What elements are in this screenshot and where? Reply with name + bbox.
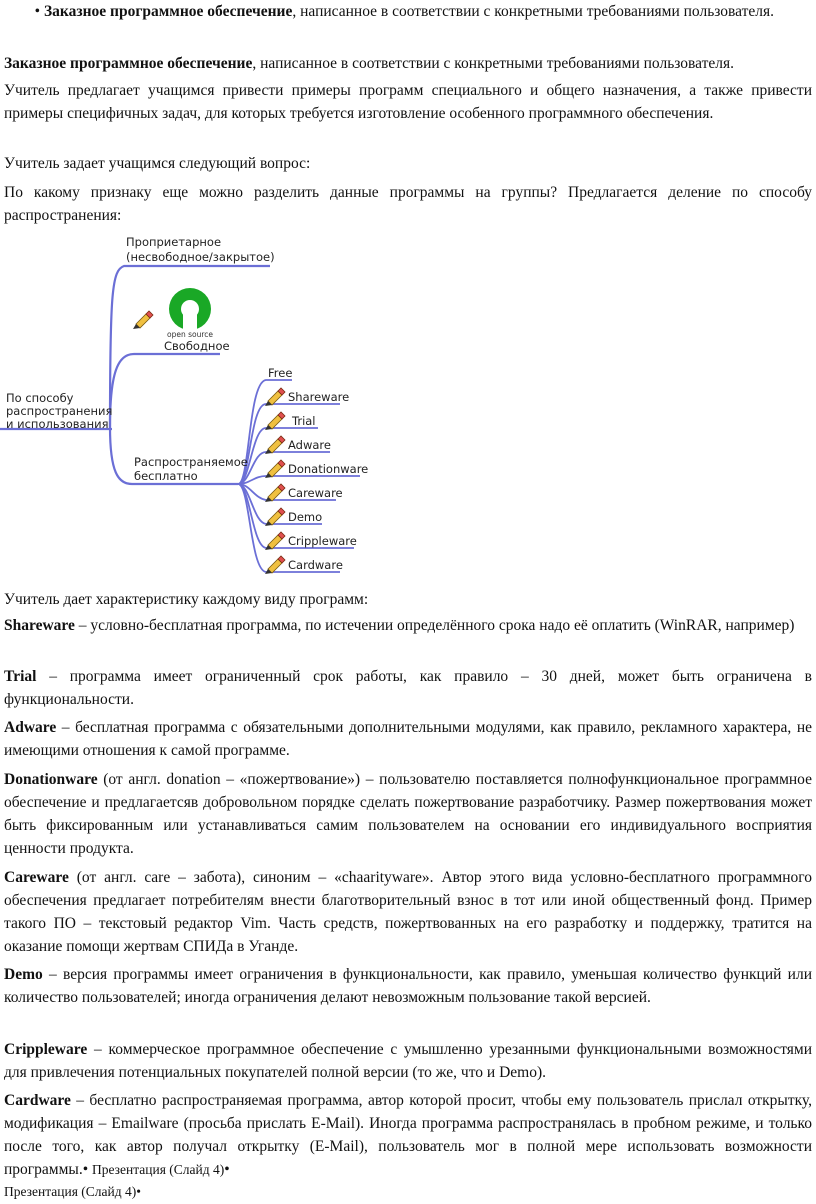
bullet-icon: • [34,3,40,20]
intro-term-2: Заказное программное обеспечение [4,55,253,72]
distributed-line-2: бесплатно [134,469,198,483]
paragraph-examples: Учитель предлагает учащимся привести примеры программ специального и общего назначения, а также привести примеры специфичных задач, для которых требуется изготовление особенного программного обеспечения. [4,82,812,122]
branch-free [110,354,220,427]
definition-text: – условно-бесплатная программа, по истечении определённого срока надо её оплатить (WinRAR, например) [74,617,795,634]
definition-trial [4,665,812,711]
proprietary-line-1: Проприетарное [126,235,222,249]
leaf-cardware: Cardware [288,558,343,572]
term-demo: Demo [4,966,43,983]
intro-text-2: , написанное в соответствии с конкретными требованиями пользователя. [252,55,735,72]
definition-donationware [4,768,812,860]
definition-cardware [4,1089,812,1181]
leaf-adware: Adware [288,438,331,452]
definition-text: (от англ. care – забота), синоним – «chaarityware». Автор этого вида условно-бесплатного программного обеспечения предлагает потребителям внести благотворительный взнос в тот или иной общественный фонд. Пример такого ПО – текстовый редактор Vim. Часть средств, пожертвованных на его разработку и поддержку, тратится на оказание помощи жертвам СПИДа в Уганде. [4,869,812,955]
intro-term: Заказное программное обеспечение [44,3,293,20]
free-label: Свободное [164,339,230,353]
definition-adware [4,716,812,762]
slide-reference-footer [4,1180,812,1203]
definition-text: (от англ. donation – «пожертвование») – пользователю поставляется полнофункциональное программное обеспечение и предлагаетсяв добровольном порядке сделать пожертвование разработчику. Размер пожертвования может быть фиксированным или устанавливаться самим пользователем на основании его индивидуального восприятия ценности продукта. [4,771,812,857]
leaf-crippleware: Crippleware [288,534,357,548]
intro-text: , написанное в соответствии с конкретными требованиями пользователя. [292,3,775,20]
intro-line-2 [4,52,812,75]
distribution-mindmap [0,232,816,582]
definition-crippleware [4,1038,812,1084]
definition-text: – версия программы имеет ограничения в функциональности, как правило, уменьшая количество функций или количество пользователей; иногда ограничения делают невозможным пользование такой версией. [4,966,812,1006]
inline-slide-reference: Презентация (Слайд 4) [92,1162,225,1177]
bullet-icon: • [224,1161,230,1178]
leaf-demo: Demo [288,510,323,524]
intro-bullet-line [4,0,812,23]
leaf-shareware: Shareware [288,390,350,404]
term-adware: Adware [4,719,57,736]
open-source-logo-icon [167,288,213,339]
paragraph-question: По какому признаку еще можно разделить данные программы на группы? Предлагается деление по способу распространения: [4,184,812,224]
definition-text: – программа имеет ограниченный срок работы, как правило – 30 дней, может быть ограничена в функциональности. [4,668,812,708]
definition-text: – бесплатная программа с обязательными дополнительными модулями, как правило, рекламного характера, не имеющими отношения к самой программе. [4,719,812,759]
term-crippleware: Crippleware [4,1041,88,1058]
leaf-trial: Trial [292,414,316,428]
term-careware: Careware [4,869,69,886]
term-cardware: Cardware [4,1092,71,1109]
root-line-2: распространения [6,404,113,418]
definition-careware [4,866,812,958]
bullet-icon: • [82,1161,89,1178]
bullet-icon: • [136,1184,141,1199]
definition-text: – бесплатно распространяемая программа, автор которой просит, чтобы ему пользователь прислал открытку, модификация – Emailware (просьба прислать E-Mail). Иногда программа распространялась в пробном режиме, и только после того, как автор получал открытку (E-Mail), пользователь мог в полной мере использовать возможности программы. [4,1092,812,1178]
term-trial: Trial [4,668,37,685]
mindmap-root [6,391,112,431]
leaf-careware: Careware [288,486,343,500]
definition-demo [4,963,812,1009]
definition-text: – коммерческое программное обеспечение с умышленно урезанными функциональными возможностями для привлечения потенциальных покупателей полной версии (то же, что и Demo). [4,1041,812,1081]
paragraph-question-lead: Учитель задает учащимся следующий вопрос: [4,155,311,172]
leaf-free: Free [268,366,293,380]
term-donationware: Donationware [4,771,98,788]
characteristics-lead: Учитель дает характеристику каждому виду программ: [4,591,369,608]
open-source-logo-text: open source [166,330,214,339]
leaf-donationware: Donationware [288,462,369,476]
proprietary-line-2: (несвободное/закрытое) [126,250,275,264]
distributed-line-1: Распространяемое [134,455,248,469]
term-shareware: Shareware [4,617,75,634]
definition-shareware [4,614,812,637]
pen-icon [133,311,153,329]
root-line-1: По способу [6,391,74,405]
footer-text: Презентация (Слайд 4) [4,1184,137,1199]
root-line-3: и использования [6,417,109,431]
